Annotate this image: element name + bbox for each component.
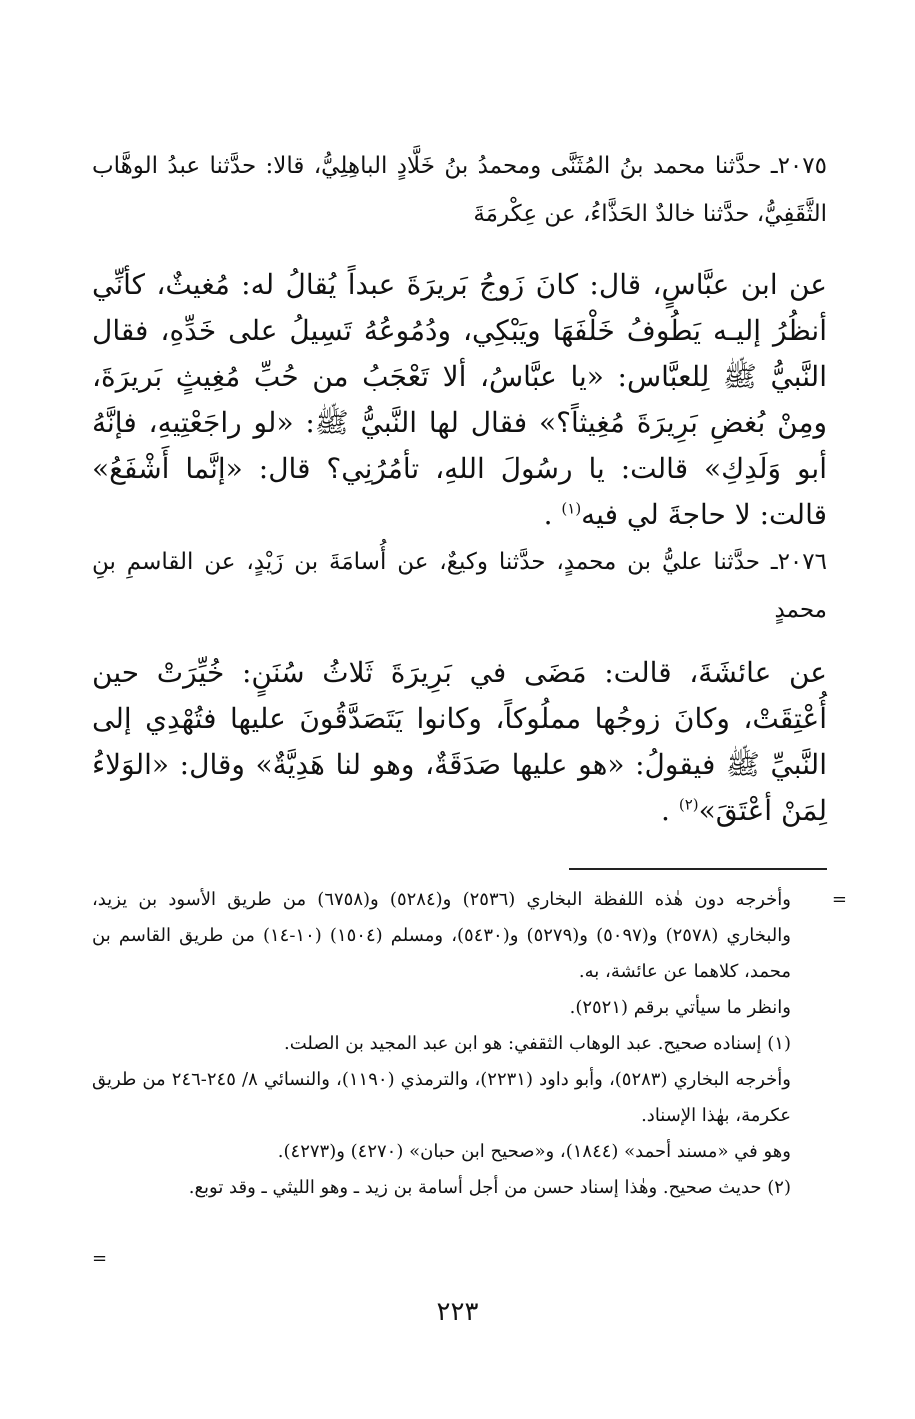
hadith-2075-matn: عن ابن عبَّاسٍ، قال: كانَ زَوجُ بَريرَةَ عبداً يُقالُ له: مُغيثٌ، كأنِّي أنظُرُ إليـه يَطُوفُ خَلْفَهَا ويَبْكِي، ودُمُوعُهُ تَسِيلُ على خَدِّهِ، فقال النَّبيُّ ﷺ لِلعبَّاس: «يا عبَّاسُ، ألا تَعْجَبُ من حُبِّ مُغِيثٍ بَريرَةَ، ومِنْ بُغضِ بَرِيرَةَ مُغِيثاً؟» فقال لها النَّبيُّ ﷺ: «لو راجَعْتِيهِ، فإنَّهُ أبو وَلَدِكِ» قالت: يا رسُولَ اللهِ، تأمُرُنِي؟ قال: «إنَّما أَشْفَعُ» قالت: لا حاجةَ لي فيه$^{(١)}$ .	[92, 268, 827, 531]
footnotes-section	[92, 882, 847, 1206]
footnote-2-grading: (٢) حديث صحيح. وهٰذا إسناد حسن من أجل أسامة بن زيد ـ وهو الليثي ـ وقد توبع.	[188, 1177, 791, 1198]
hadith-2076-matn-text: عن عائشَةَ، قالت: مَضَى في بَرِيرَةَ ثَلاثُ سُنَنٍ: خُيِّرَتْ حين أُعْتِقَتْ، وكانَ زوجُها مملُوكاً، وكانوا يَتَصَدَّقُونَ عليها فتُهْدِي إلى النَّبيِّ ﷺ فيقولُ: «هو عليها صَدَقَةٌ، وهو لنا هَدِيَّةٌ» وقال: «الوَلاءُ لِمَنْ أعْتَقَ»	[92, 656, 827, 827]
footnote-ref-1[interactable]: (١)	[561, 499, 582, 518]
continuation-mark-end: =	[92, 1248, 108, 1269]
footnote-1-references: وهو في «مسند أحمد» (١٨٤٤)، و«صحيح ابن حبان» (٤٢٧٠) و(٤٢٧٣).	[277, 1141, 791, 1162]
footnote-1-sources: وأخرجه البخاري (٥٢٨٣)، وأبو داود (٢٢٣١)، والترمذي (١١٩٠)، والنسائي ٨/ ٢٤٥-٢٤٦ من طريق عكرمة، بهٰذا الإسناد.	[92, 1069, 791, 1126]
footnote-1-grading: (١) إسناده صحيح. عبد الوهاب الثقفي: هو ابن عبد المجيد بن الصلت.	[284, 1033, 791, 1054]
page-number: ٢٢٣	[436, 1297, 479, 1327]
footnote-continued-text: وأخرجه دون هٰذه اللفظة البخاري (٢٥٣٦) و(٥٢٨٤) و(٦٧٥٨) من طريق الأسود بن يزيد، والبخاري (٢٥٧٨) و(٥٠٩٧) و(٥٢٧٩) و(٥٤٣٠)، ومسلم (١٥٠٤) (١٠-١٤) من طريق القاسم بن محمد، كلاهما عن عائشة، به.	[92, 889, 791, 982]
hadith-2076-matn: عن عائشَةَ، قالت: مَضَى في بَرِيرَةَ ثَلاثُ سُنَنٍ: خُيِّرَتْ حين أُعْتِقَتْ، وكانَ زوجُها مملُوكاً، وكانوا يَتَصَدَّقُونَ عليها فتُهْدِي إلى النَّبيِّ ﷺ فيقولُ: «هو عليها صَدَقَةٌ، وهو لنا هَدِيَّةٌ» وقال: «الوَلاءُ لِمَنْ أعْتَقَ»$^{(٢)}$ .	[92, 656, 827, 827]
footnote-separator	[569, 868, 827, 870]
continuation-mark: =	[831, 889, 847, 910]
hadith-2075-matn-text: عن ابن عبَّاسٍ، قال: كانَ زَوجُ بَريرَةَ عبداً يُقالُ له: مُغيثٌ، كأنِّي أنظُرُ إليـه يَطُوفُ خَلْفَهَا ويَبْكِي، ودُمُوعُهُ تَسِيلُ على خَدِّهِ، فقال النَّبيُّ ﷺ لِلعبَّاس: «يا عبَّاسُ، ألا تَعْجَبُ من حُبِّ مُغِيثٍ بَريرَةَ، ومِنْ بُغضِ بَرِيرَةَ مُغِيثاً؟» فقال لها النَّبيُّ ﷺ: «لو راجَعْتِيهِ، فإنَّهُ أبو وَلَدِكِ» قالت: يا رسُولَ اللهِ، تأمُرُنِي؟ قال: «إنَّما أَشْفَعُ» قالت: لا حاجةَ لي فيه	[92, 268, 827, 531]
footnote-ref-2[interactable]: (٢)	[678, 795, 699, 814]
footnote-continued-see-also: وانظر ما سيأتي برقم (٢٥٢١).	[569, 997, 791, 1018]
hadith-2076-isnad: ٢٠٧٦ـ حدَّثنا عليُّ بن محمدٍ، حدَّثنا وكيعٌ، عن أُسامَةَ بن زَيْدٍ، عن القاسمِ بنِ محمدٍ	[92, 549, 827, 623]
hadith-2075-isnad: ٢٠٧٥ـ حدَّثنا محمد بنُ المُثَنَّى ومحمدُ بنُ خَلَّادٍ الباهِلِيُّ، قالا: حدَّثنا عبدُ الوهَّاب الثَّقَفِيُّ، حدَّثنا خالدٌ الحَذَّاءُ، عن عِكْرمَةَ	[92, 153, 827, 227]
